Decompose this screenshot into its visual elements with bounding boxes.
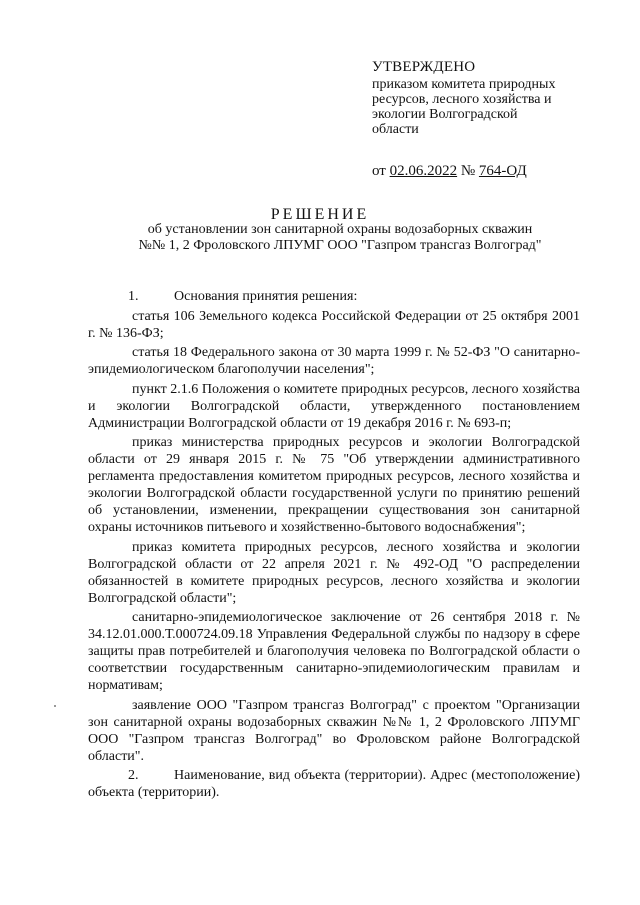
order-reference: [372, 164, 612, 179]
document-subtitle: [80, 222, 600, 254]
paragraph: заявление ООО "Газпром трансгаз Волгоград" с проектом "Организации зон санитарной охраны водозаборных скважин №№ 1, 2 Фроловского ЛПУМГ ООО "Газпром трансгаз Волгоград" во Фроловском районе Волгоградской области".: [88, 697, 580, 764]
approval-line: ресурсов, лесного хозяйства и: [372, 92, 552, 107]
approval-line: области: [372, 122, 419, 137]
subtitle-line: об установлении зон санитарной охраны водозаборных скважин: [147, 222, 533, 237]
subtitle-line: №№ 1, 2 Фроловского ЛПУМГ ООО "Газпром трансгаз Волгоград": [138, 238, 542, 253]
approval-line: экологии Волгоградской: [372, 107, 518, 122]
document-body: [88, 288, 580, 804]
section-number: 2.: [128, 768, 139, 783]
paragraph: приказ комитета природных ресурсов, лесного хозяйства и экологии Волгоградской области от 22 апреля 2021 г. № 492-ОД "О распределении обязанностей в комитете природных ресурсов, лесного хозяйства и экологии Волгоградской области";: [88, 539, 580, 606]
order-prefix: от: [372, 163, 390, 179]
section-number: 1.: [128, 289, 139, 304]
scan-speck: [54, 705, 56, 707]
order-number: 764-ОД: [478, 163, 527, 179]
paragraph: пункт 2.1.6 Положения о комитете природных ресурсов, лесного хозяйства и экологии Волгоградской области, утвержденного постановлением Администрации Волгоградской области от 19 декабря 2016 г. № 693-п;: [88, 381, 580, 431]
paragraph: статья 18 Федерального закона от 30 марта 1999 г. № 52-ФЗ "О санитарно-эпидемиологическом благополучии населения";: [88, 345, 580, 377]
section-heading: [88, 767, 580, 801]
order-number-sign: №: [457, 163, 479, 179]
approval-stamp: [372, 60, 612, 179]
approval-heading: УТВЕРЖДЕНО: [372, 59, 476, 75]
paragraph: санитарно-эпидемиологическое заключение от 26 сентября 2018 г. № 34.12.01.000.Т.000724.09.18 Управления Федеральной службы по надзору в сфере защиты прав потребителей и благополучия человека по Волгоградской области о соответствии государственным санитарно-эпидемиологическим правилам и нормативам;: [88, 610, 580, 693]
section-text: Основания принятия решения:: [174, 289, 358, 304]
paragraph: статья 106 Земельного кодекса Российской Федерации от 25 октября 2001 г. № 136-ФЗ;: [88, 308, 580, 341]
paragraph: приказ министерства природных ресурсов и экологии Волгоградской области от 29 января 2015 г. № 75 "Об утверждении административного регламента предоставления комитетом природных ресурсов, лесного хозяйства и экологии Волгоградской области государственной услуги по принятию решений об установлении, изменении, прекращении существования зон санитарной охраны источников питьевого и хозяйственно-бытового водоснабжения";: [88, 435, 580, 535]
approval-line: приказом комитета природных: [372, 77, 556, 92]
document-title: РЕШЕНИЕ: [270, 206, 370, 223]
section-text: Наименование, вид объекта (территории). Адрес (местоположение) объекта (территории).: [88, 768, 580, 800]
order-date: 02.06.2022: [389, 163, 458, 179]
section-heading: [88, 288, 580, 305]
